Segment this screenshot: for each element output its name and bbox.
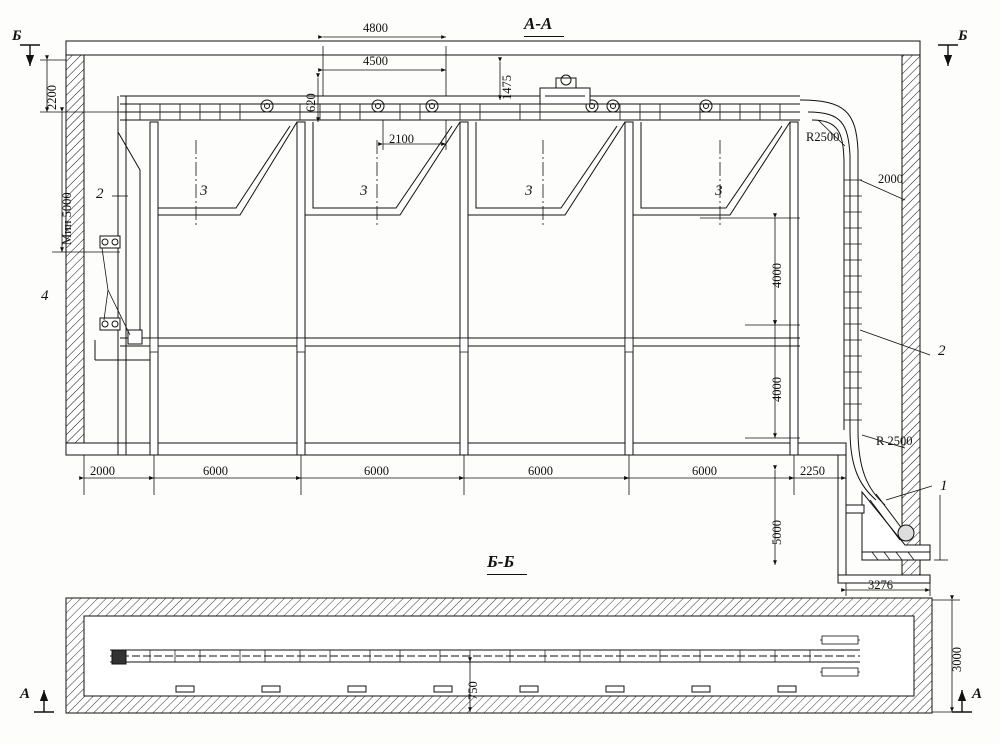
- dimension-4500: 4500: [363, 54, 388, 68]
- title-top-underline: [524, 36, 564, 37]
- section-mark-b-left: Б: [12, 28, 22, 44]
- dimension-2000-left: 2000: [90, 464, 115, 478]
- dimension-min-5000: Мин 5000: [60, 192, 74, 245]
- dimension-2100: 2100: [389, 132, 414, 146]
- dimension-4000-lower: 4000: [770, 377, 784, 402]
- title-bottom-underline: [487, 574, 527, 575]
- dimension-2250: 2250: [800, 464, 825, 478]
- callout-2-right: 2: [938, 343, 946, 359]
- dimension-r2500-top: R2500: [806, 130, 840, 144]
- dimension-2200: 2200: [45, 85, 59, 110]
- callout-1: 1: [940, 478, 948, 494]
- dimension-4000-upper: 4000: [770, 263, 784, 288]
- dimension-620: 620: [304, 93, 318, 112]
- dimension-r2500-bottom: R 2500: [876, 434, 913, 448]
- dimension-3000: 3000: [950, 647, 964, 672]
- dimension-4800: 4800: [363, 21, 388, 35]
- section-mark-b-right: Б: [958, 28, 968, 44]
- callout-3-c: 3: [525, 183, 533, 199]
- section-mark-a-right: А: [972, 686, 983, 702]
- section-title-bottom: Б-Б: [487, 552, 515, 571]
- dimension-750: 750: [466, 681, 480, 700]
- dimension-5000-bottom: 5000: [770, 520, 784, 545]
- section-title-top: А-А: [524, 14, 553, 33]
- callout-3-b: 3: [360, 183, 368, 199]
- dimension-1475: 1475: [500, 75, 514, 100]
- callout-3-d: 3: [715, 183, 723, 199]
- dimension-6000-2: 6000: [364, 464, 389, 478]
- dimension-3276: 3276: [868, 578, 893, 592]
- dimension-6000-1: 6000: [203, 464, 228, 478]
- section-mark-a-left: А: [20, 686, 31, 702]
- callout-3-a: 3: [200, 183, 208, 199]
- callout-2-left: 2: [96, 186, 104, 202]
- dimension-6000-3: 6000: [528, 464, 553, 478]
- dimension-6000-4: 6000: [692, 464, 717, 478]
- callout-4: 4: [41, 288, 49, 304]
- dimension-2000-right: 2000: [878, 172, 903, 186]
